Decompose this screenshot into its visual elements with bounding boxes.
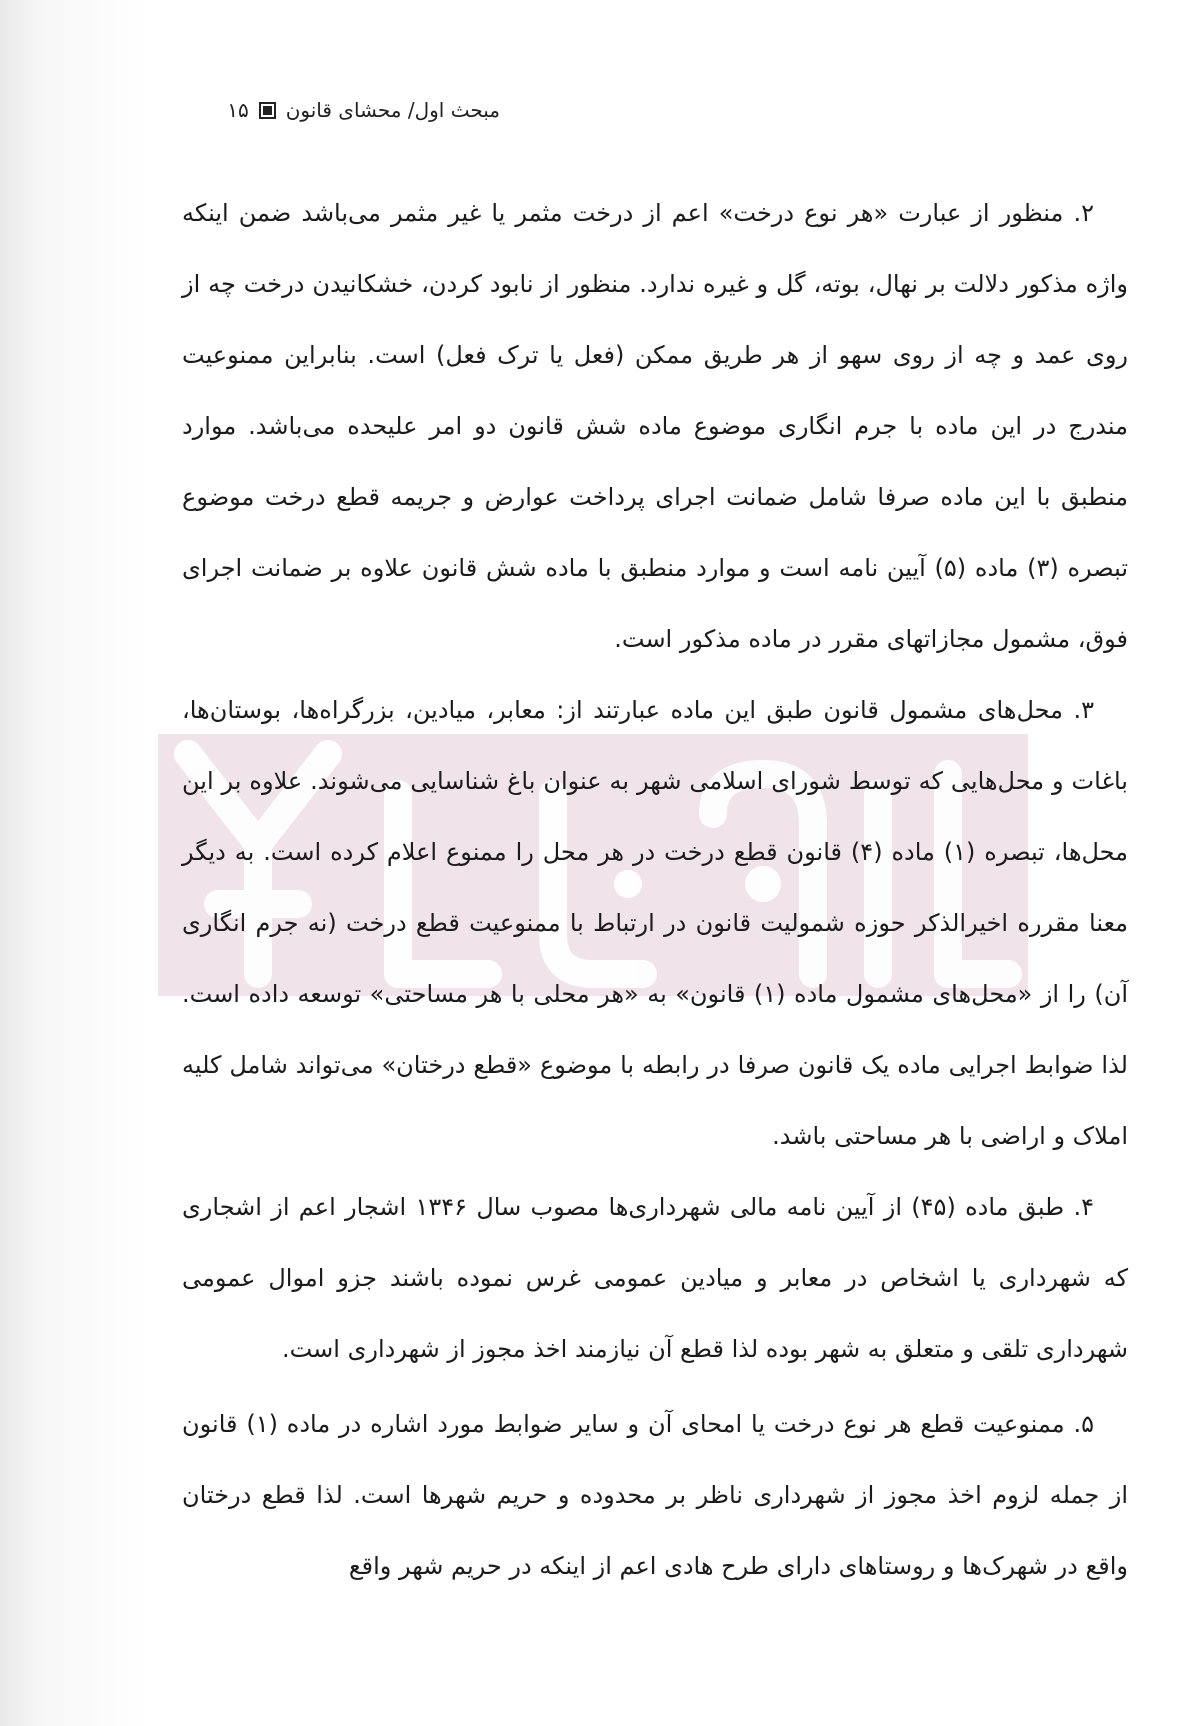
footnote-text: منظور از عبارت «هر نوع درخت» اعم از درخت مثمر یا غیر مثمر می‌باشد ضمن اینکه واژه مذکور دلالت بر نهال، بوته، گل و غیره ندارد. منظور از نابود کردن، خشکانیدن درخت چه از روی عمد و چه از روی سهو از هر طریق ممکن (فعل یا ترک فعل) است. بنابراین ممنوعیت مندرج در این ماده با جرم انگاری موضوع ماده شش قانون دو امر علیحده می‌باشد. موارد منطبق با این ماده صرفا شامل ضمانت اجرای پرداخت عوارض و جریمه قطع درخت موضوع تبصره (۳) ماده (۵) آیین نامه است و موارد منطبق با ماده شش قانون علاوه بر ضمانت اجرای فوق، مشمول مجازاتهای مقرر در ماده مذکور است.	[182, 199, 1129, 653]
footnote-text: محل‌های مشمول قانون طبق این ماده عبارتند از: معابر، میادین، بزرگراه‌ها، بوستان‌ها، باغات و محل‌هایی که توسط شورای اسلامی شهر به عنوان باغ شناسایی می‌شوند. علاوه بر این محل‌ها، تبصره (۱) ماده (۴) قانون قطع درخت در هر محل را ممنوع اعلام کرده است. به دیگر معنا مقرره اخیرالذکر حوزه شمولیت قانون در ارتباط با ممنوعیت قطع درخت (نه جرم انگاری آن) را از «محل‌های مشمول ماده (۱) قانون» به «هر محلی با هر مساحتی» توسعه داده است. لذا ضوابط اجرایی ماده یک قانون صرفا در رابطه با موضوع «قطع درختان» می‌تواند شامل کلیه املاک و اراضی با هر مساحتی باشد.	[182, 696, 1128, 1150]
footnote-text: طبق ماده (۴۵) از آیین نامه مالی شهرداری‌ها مصوب سال ۱۳۴۶ اشجار اعم از اشجاری که شهرداری یا اشخاص در معابر و میادین عمومی غرس نموده باشند جزو اموال عمومی شهرداری تلقی و متعلق به شهر بوده لذا قطع آن نیازمند اخذ مجوز از شهرداری است.	[182, 1193, 1128, 1363]
running-header	[180, 90, 500, 130]
footnotes-body	[182, 178, 1128, 1602]
footnote-paragraph-3	[182, 675, 1128, 1172]
footnote-number: ۳.	[1073, 696, 1094, 724]
footnote-paragraph-5	[182, 1389, 1128, 1602]
footnote-number: ۴.	[1073, 1193, 1094, 1221]
footnote-text: ممنوعیت قطع هر نوع درخت یا امحای آن و سایر ضوابط مورد اشاره در ماده (۱) قانون از جمله لزوم اخذ مجوز از شهرداری ناظر بر محدوده و حریم شهرها است. لذا قطع درختان واقع در شهرک‌ها و روستاهای دارای طرح هادی اعم از اینکه در حریم شهر واقع	[182, 1410, 1128, 1580]
footnote-number: ۲.	[1073, 199, 1094, 227]
footnote-paragraph-2	[182, 178, 1128, 675]
footnote-paragraph-4	[182, 1172, 1128, 1385]
page-number: ۱۵	[227, 98, 249, 122]
footnote-number: ۵.	[1073, 1410, 1094, 1438]
page-edge-shadow	[0, 0, 150, 1726]
square-bullet-icon	[259, 102, 276, 119]
chapter-title: مبحث اول/ محشای قانون	[285, 98, 500, 122]
